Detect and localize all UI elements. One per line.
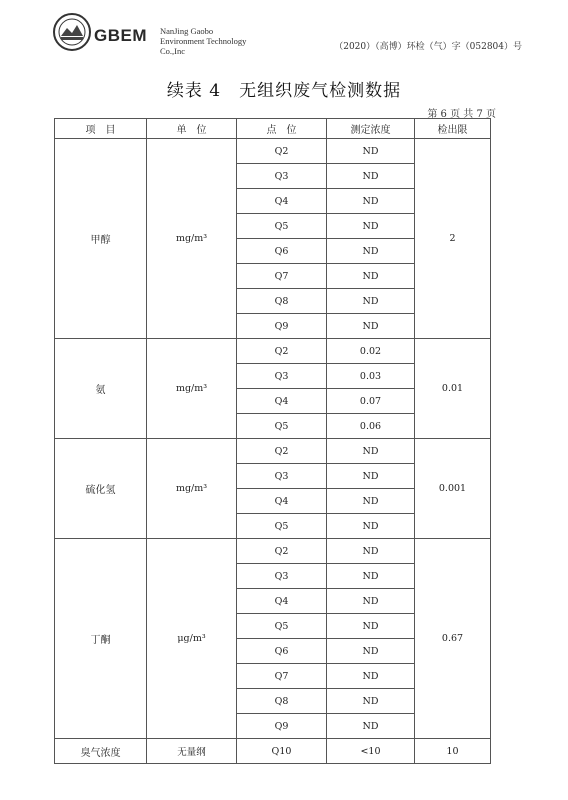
point-cell: Q2 bbox=[237, 339, 327, 364]
point-cell: Q4 bbox=[237, 489, 327, 514]
unit-cell: mg/m³ bbox=[147, 439, 237, 539]
value-cell: 0.07 bbox=[327, 389, 415, 414]
value-cell: 0.03 bbox=[327, 364, 415, 389]
point-cell: Q3 bbox=[237, 164, 327, 189]
header-detection-limit: 检出限 bbox=[415, 119, 491, 139]
point-cell: Q8 bbox=[237, 689, 327, 714]
point-cell: Q7 bbox=[237, 264, 327, 289]
value-cell: ND bbox=[327, 489, 415, 514]
company-line-1: NanJing Gaobo bbox=[160, 26, 214, 36]
company-name bbox=[160, 26, 246, 56]
company-logo-icon bbox=[52, 12, 92, 52]
header-point: 点 位 bbox=[237, 119, 327, 139]
point-cell: Q6 bbox=[237, 239, 327, 264]
value-cell: ND bbox=[327, 689, 415, 714]
point-cell: Q4 bbox=[237, 389, 327, 414]
value-cell: 0.06 bbox=[327, 414, 415, 439]
brand-name: GBEM bbox=[94, 26, 147, 45]
value-cell: ND bbox=[327, 714, 415, 739]
value-cell: ND bbox=[327, 289, 415, 314]
page-title: 续表 4 无组织废气检测数据 bbox=[166, 81, 402, 101]
limit-cell: 0.01 bbox=[415, 339, 491, 439]
point-cell: Q2 bbox=[237, 439, 327, 464]
table-header-row bbox=[55, 119, 491, 139]
report-header bbox=[52, 12, 522, 60]
value-cell: ND bbox=[327, 664, 415, 689]
header-concentration: 测定浓度 bbox=[327, 119, 415, 139]
point-cell: Q8 bbox=[237, 289, 327, 314]
point-cell: Q10 bbox=[237, 739, 327, 764]
point-cell: Q3 bbox=[237, 364, 327, 389]
point-cell: Q5 bbox=[237, 214, 327, 239]
point-cell: Q5 bbox=[237, 414, 327, 439]
point-cell: Q3 bbox=[237, 564, 327, 589]
value-cell: ND bbox=[327, 639, 415, 664]
limit-cell: 0.001 bbox=[415, 439, 491, 539]
header-item: 项 目 bbox=[55, 119, 147, 139]
point-cell: Q9 bbox=[237, 714, 327, 739]
table-row bbox=[55, 739, 491, 764]
point-cell: Q5 bbox=[237, 614, 327, 639]
limit-cell: 10 bbox=[415, 739, 491, 764]
limit-cell: 2 bbox=[415, 139, 491, 339]
limit-cell: 0.67 bbox=[415, 539, 491, 739]
company-line-2: Environment Technology bbox=[160, 36, 247, 46]
point-cell: Q2 bbox=[237, 139, 327, 164]
page-info: 第 6 页 共 7 页 bbox=[427, 109, 496, 120]
table-body bbox=[55, 139, 491, 764]
table-row bbox=[55, 139, 491, 164]
point-cell: Q3 bbox=[237, 464, 327, 489]
table-row bbox=[55, 539, 491, 564]
item-cell: 丁酮 bbox=[55, 539, 147, 739]
table-row bbox=[55, 439, 491, 464]
value-cell: ND bbox=[327, 439, 415, 464]
value-cell: ND bbox=[327, 314, 415, 339]
point-cell: Q5 bbox=[237, 514, 327, 539]
value-cell: ND bbox=[327, 214, 415, 239]
point-cell: Q9 bbox=[237, 314, 327, 339]
unit-cell: mg/m³ bbox=[147, 339, 237, 439]
value-cell: ND bbox=[327, 614, 415, 639]
value-cell: ND bbox=[327, 189, 415, 214]
value-cell: ND bbox=[327, 464, 415, 489]
unit-cell: 无量纲 bbox=[147, 739, 237, 764]
unit-cell: μg/m³ bbox=[147, 539, 237, 739]
value-cell: 0.02 bbox=[327, 339, 415, 364]
value-cell: ND bbox=[327, 239, 415, 264]
value-cell: ND bbox=[327, 139, 415, 164]
value-cell: ND bbox=[327, 514, 415, 539]
data-table bbox=[54, 118, 491, 764]
item-cell: 氨 bbox=[55, 339, 147, 439]
company-line-3: Co.,Inc bbox=[160, 46, 186, 56]
document-number: （2020）（高博）环检（气）字（052804）号 bbox=[334, 42, 522, 52]
point-cell: Q6 bbox=[237, 639, 327, 664]
value-cell: ND bbox=[327, 539, 415, 564]
value-cell: ND bbox=[327, 164, 415, 189]
value-cell: ND bbox=[327, 564, 415, 589]
point-cell: Q7 bbox=[237, 664, 327, 689]
unit-cell: mg/m³ bbox=[147, 139, 237, 339]
header-unit: 单 位 bbox=[147, 119, 237, 139]
value-cell: <10 bbox=[327, 739, 415, 764]
item-cell: 硫化氢 bbox=[55, 439, 147, 539]
value-cell: ND bbox=[327, 589, 415, 614]
point-cell: Q4 bbox=[237, 189, 327, 214]
point-cell: Q2 bbox=[237, 539, 327, 564]
table-row bbox=[55, 339, 491, 364]
item-cell: 臭气浓度 bbox=[55, 739, 147, 764]
point-cell: Q4 bbox=[237, 589, 327, 614]
item-cell: 甲醇 bbox=[55, 139, 147, 339]
value-cell: ND bbox=[327, 264, 415, 289]
